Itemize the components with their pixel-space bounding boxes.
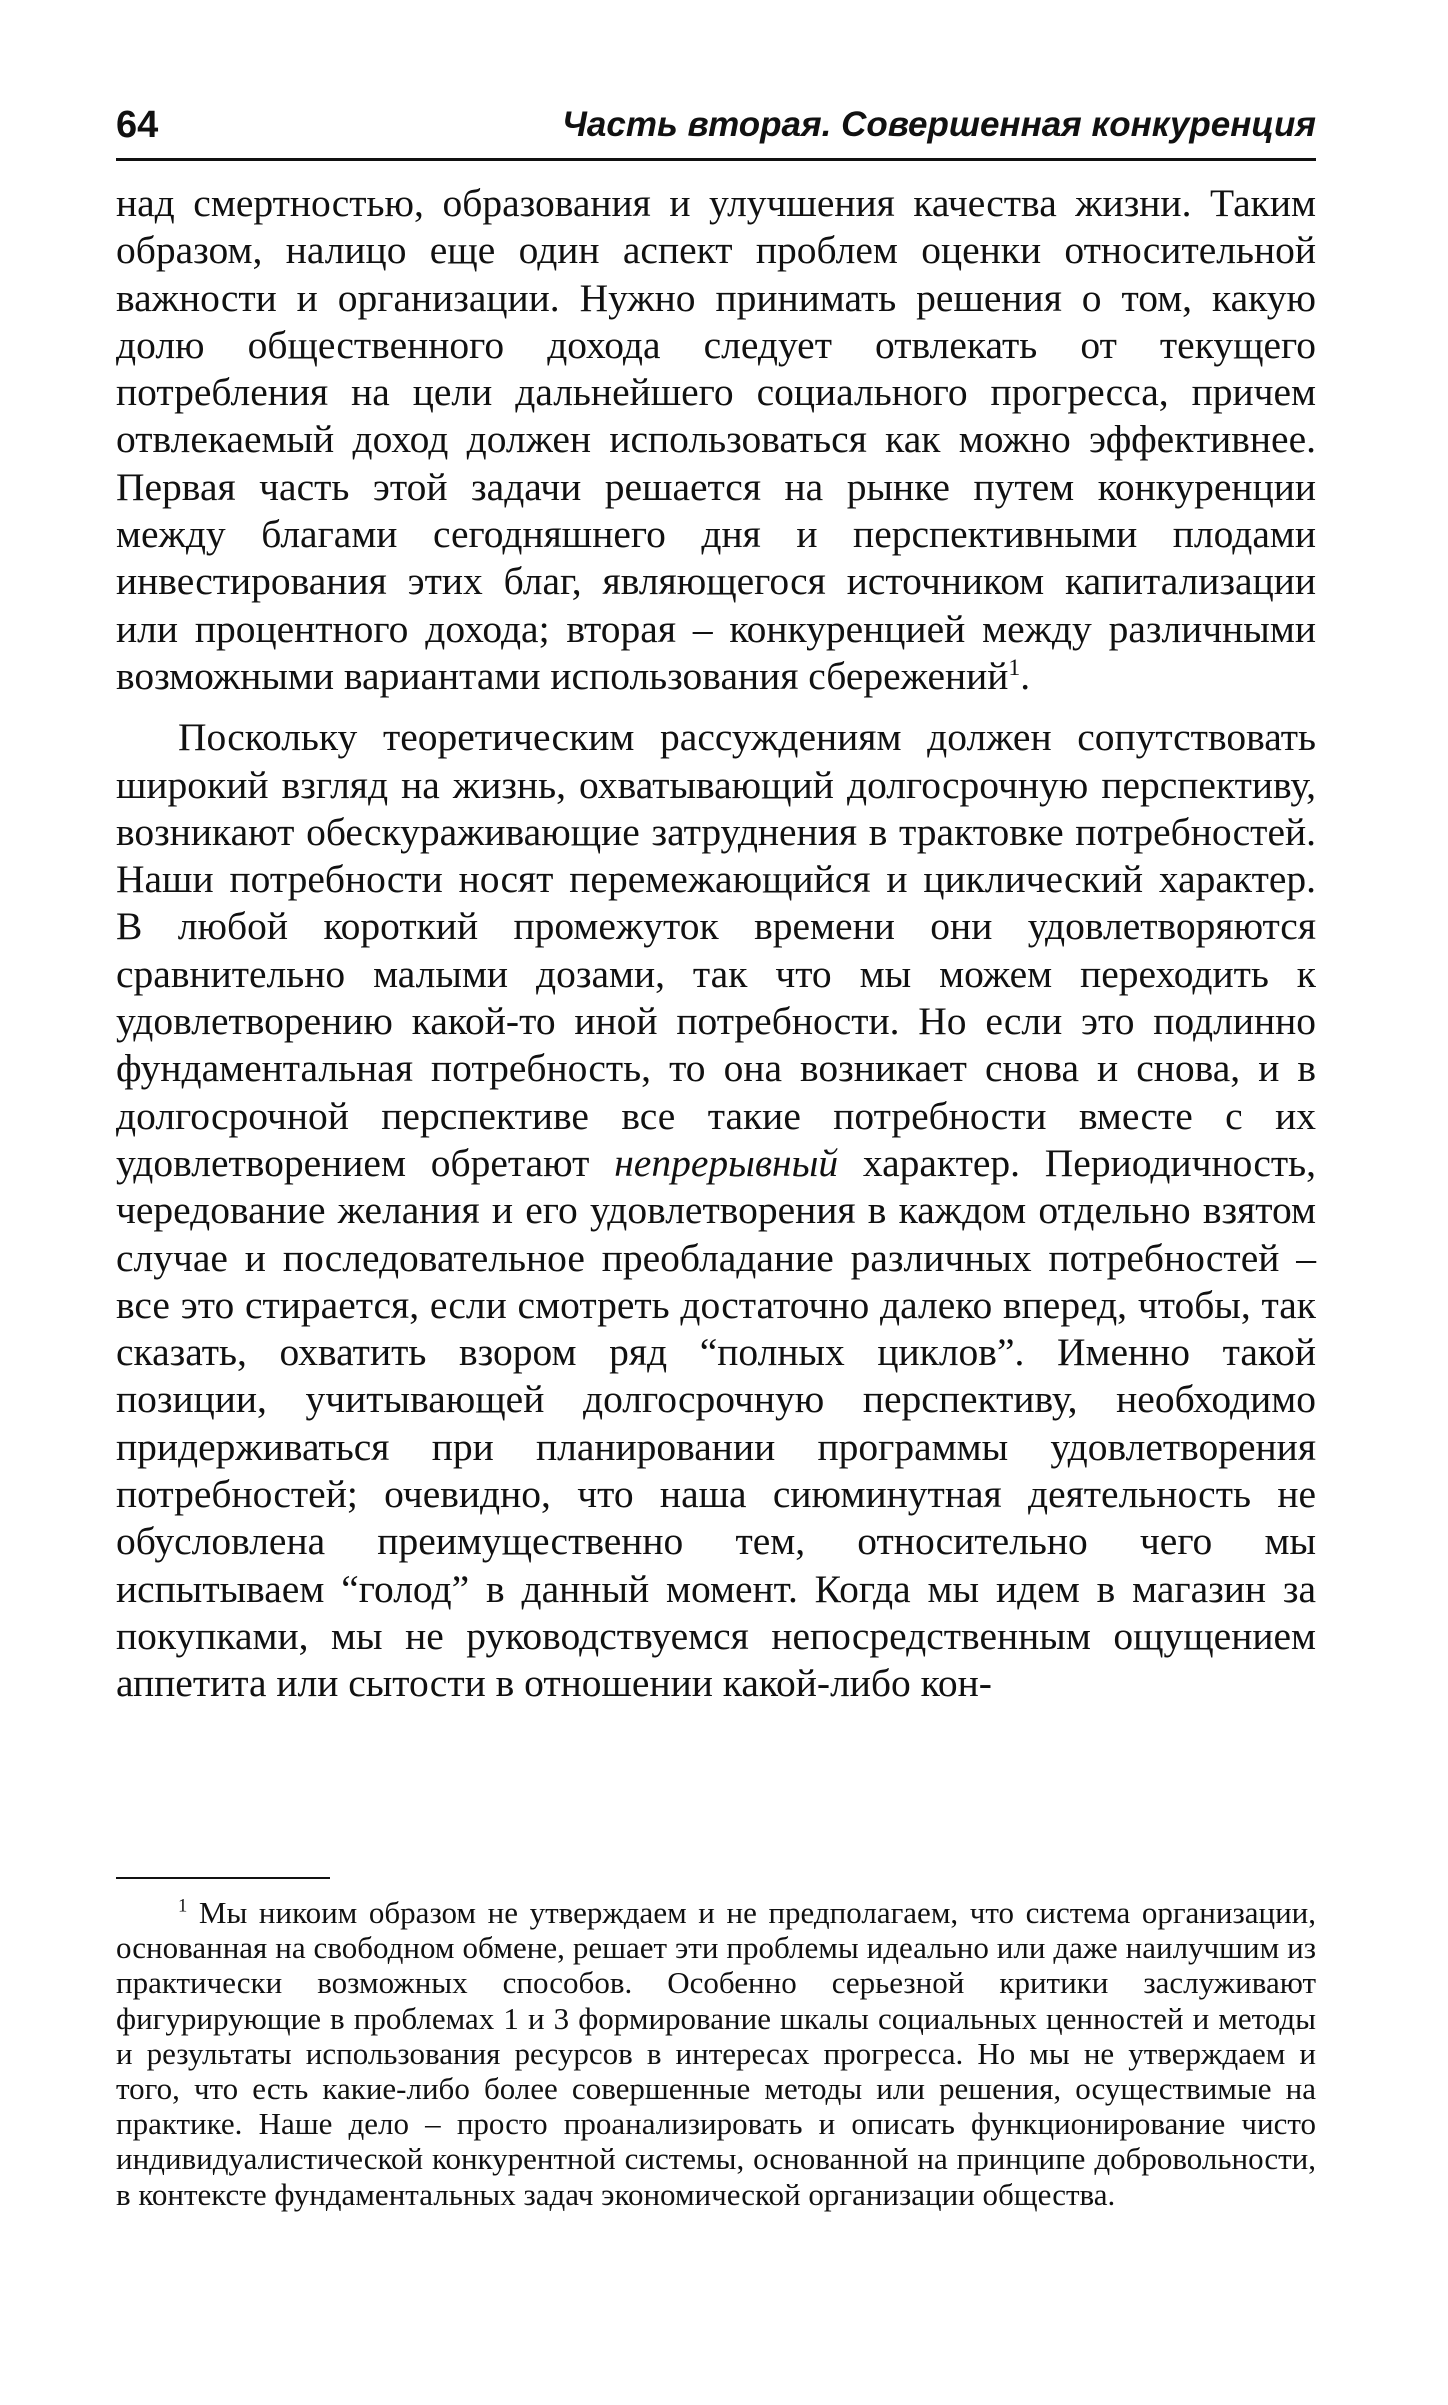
page-header — [116, 100, 1316, 161]
footnote-divider — [116, 1877, 330, 1879]
paragraph-2-text-after: характер. Периодичность, чередование желания и его удовлетворения в каждом отдельно взятом случае и последовательное преобладание различных потребностей – все это стирается, если смотреть достаточно далеко вперед, чтобы, так сказать, охватить взором ряд “полных циклов”. Именно такой позиции, учитывающей долгосрочную перспективу, необходимо придерживаться при планировании программы удовлетворения потребностей; очевидно, что наша сиюминутная деятельность не обусловлена преимущественно тем, относительно чего мы испытываем “голод” в данный момент. Когда мы идем в магазин за покупками, мы не руководствуемся непосредственным ощущением аппетита или сытости в отношении какой-либо кон- — [116, 1140, 1316, 1706]
paragraph-2-text-before: Поскольку теоретическим рассуждениям должен сопутствовать широкий взгляд на жизнь, охватывающий долгосрочную перспективу, возникают обескураживающие затруднения в трактовке потребностей. Наши потребности носят перемежающийся и циклический характер. В любой короткий промежуток времени они удовлетворяются сравнительно малыми дозами, так что мы можем переходить к удовлетворению какой-то иной потребности. Но если это подлинно фундаментальная потребность, то она возникает снова и снова, и в долгосрочной перспективе все такие потребности вместе с их удовлетворением обретают — [116, 715, 1316, 1185]
paragraph-1-text: над смертностью, образования и улучшения качества жизни. Таким образом, налицо еще один аспект проблем оценки относительной важности и организации. Нужно принимать решения о том, какую долю общественного дохода следует отвлекать от текущего потребления на цели дальнейшего социального прогресса, причем отвлекаемый доход должен использоваться как можно эффективнее. Первая часть этой задачи решается на рынке путем конкуренции между благами сегодняшнего дня и перспективными плодами инвестирования этих благ, являющегося источником капитализации или процентного дохода; вторая – конкуренцией между различными возможными вариантами использования сбережений — [116, 181, 1316, 698]
paragraph-1-end: . — [1020, 653, 1031, 698]
footnote-text: Мы никоим образом не утверждаем и не предполагаем, что система организации, основанная на свободном обмене, решает эти проблемы идеально или даже наилучшим из практически возможных способов. Особенно серьезной критики заслуживают фигурирующие в проблемах 1 и 3 формирование шкалы социальных ценностей и методы и результаты использования ресурсов в интересах прогресса. Но мы не утверждаем и того, что есть какие-либо более совершенные методы или решения, осуществимые на практике. Наше дело – просто проанализировать и описать функционирование чисто индивидуалистической конкурентной системы, основанной на принципе добровольности, в контексте фундаментальных задач экономической организации общества. — [116, 1895, 1317, 2212]
main-text — [116, 180, 1316, 1708]
footnote-paragraph — [116, 1895, 1316, 2212]
footnote — [116, 1895, 1316, 2212]
footnote-reference: 1 — [1008, 654, 1021, 681]
page-number: 64 — [116, 104, 159, 146]
paragraph-1 — [116, 180, 1316, 700]
footnote-marker: 1 — [178, 1895, 188, 1917]
running-title: Часть вторая. Совершенная конкуренция — [562, 105, 1316, 144]
emphasized-word: непрерывный — [614, 1140, 839, 1185]
paragraph-2 — [116, 714, 1316, 1707]
